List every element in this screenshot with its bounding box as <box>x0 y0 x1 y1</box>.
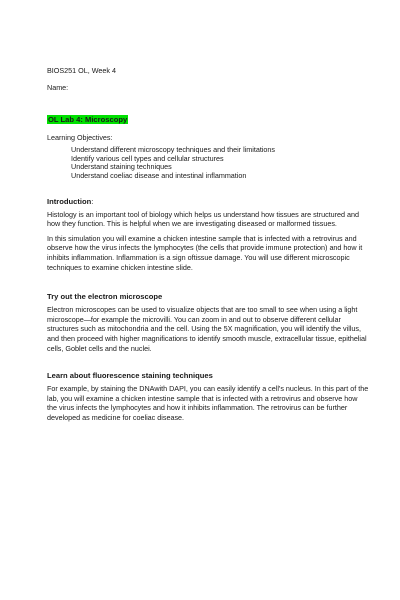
objective-item: Understand different microscopy techniques and their limitations <box>71 145 276 155</box>
objective-item: Identify various cell types and cellular structures <box>71 153 224 163</box>
name-label: Name: <box>47 83 69 93</box>
introduction-paragraph-1: Histology is an important tool of biology which helps us understand how tissues are structured and how they function. This is helpful when we are investigating diseased or malformed tissues. <box>47 209 360 229</box>
learning-objectives-label: Learning Objectives: <box>47 132 113 142</box>
document-content <box>47 66 369 423</box>
electron-microscope-heading: Try out the electron microscope <box>47 292 163 302</box>
objective-item: Understand coeliac disease and intestinal inflammation <box>71 171 247 180</box>
course-line: BIOS251 OL, Week 4 <box>47 66 116 75</box>
objective-item: Understand staining techniques <box>71 162 172 172</box>
fluorescence-paragraph: For example, by staining the DNAwith DAPI, you can easily identify a cell's nucleus. In this part of the lab, you will examine a chicken intestine sample that is infected with a retrovirus and observe how the virus infects the lymphocytes and how it inhibits inflammation. The retrovirus can be further developed as medicine for coeliac disease. <box>47 384 369 422</box>
lab-title: OL Lab 4: Microscopy <box>48 114 128 124</box>
fluorescence-heading: Learn about fluorescence staining techniques <box>47 371 213 381</box>
introduction-heading-text: Introduction <box>47 196 92 206</box>
introduction-heading-colon: : <box>91 196 94 206</box>
learning-objectives-list <box>71 146 369 180</box>
electron-microscope-paragraph: Electron microscopes can be used to visualize objects that are too small to see when using a light microscope—for example the microvilli. You can zoom in and out to observe different cellular structures such as mitochondria and the cell. Using the 5X magnification, you will identify the villus, and then proceed with higher magnifications to identify smooth muscle, extracellular tissue, epithelial cells, Goblet cells and the nuclei. <box>47 305 367 353</box>
introduction-paragraph-2: In this simulation you will examine a chicken intestine sample that is infected with a retrovirus and observe how the virus infects the lymphocytes (the cells that provide immune protection) and how it inhibits inflammation. Inflammation is a sign oftissue damage. You will use different microscopic techniques to examine chicken intestine slide. <box>47 233 363 272</box>
introduction-heading <box>47 197 369 207</box>
